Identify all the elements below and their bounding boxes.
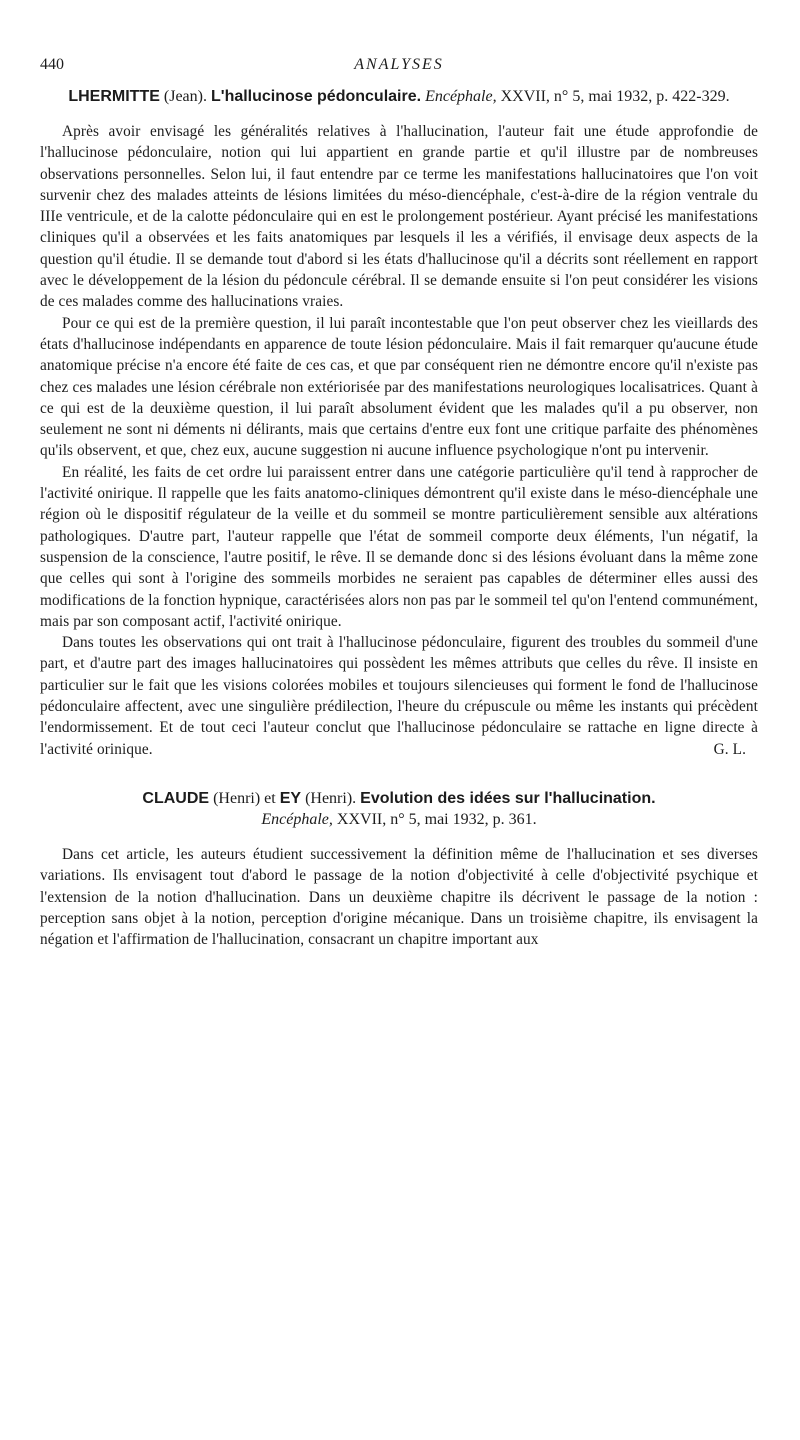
- citation: XXVII, n° 5, mai 1932, p. 422-329.: [500, 88, 730, 105]
- citation: XXVII, n° 5, mai 1932, p. 361.: [336, 810, 537, 828]
- review-entry: [40, 788, 758, 950]
- paragraph: Après avoir envisagé les généralités relatives à l'hallucination, l'auteur fait une étude approfondie de l'hallucinose pédonculaire, notion qui lui appartient en grande partie et qu'il illustre par de nombreuses observations personnelles. Selon lui, il faut entendre par ce terme les manifestations hallucinatoires que l'on voit survenir chez des malades atteints de lésions limitées du méso-diencéphale, c'est-à-dire de la région ventrale du IIIe ventricule, et de la calotte pédonculaire qui en est le prolongement postérieur. Ayant précisé les manifestations cliniques qu'il a observées et les faits anatomiques par lesquels il les a vérifiés, il envisage deux aspects de la question qu'il étudie. Il se demande tout d'abord si les états d'hallucinose qu'il a décrits sont réellement en rapport avec le développement de la lésion du pédoncule cérébral. Il se demande ensuite si l'on peut considérer les visions de ces malades comme des hallucinations vraies.: [40, 123, 758, 311]
- page-number: 440: [40, 56, 64, 73]
- journal-name: Encéphale,: [425, 88, 497, 105]
- author-first-name: (Henri): [213, 789, 261, 807]
- article-title: Evolution des idées sur l'hallucination.: [360, 789, 656, 807]
- second-author-first-name: (Henri).: [305, 789, 357, 807]
- running-title: ANALYSES: [354, 56, 444, 73]
- entry-heading: [40, 86, 758, 107]
- paragraph: Pour ce qui est de la première question, il lui paraît incontestable que l'on peut observer chez les vieillards des états d'hallucinose indépendants en apparence de toute lésion pédonculaire. Mais il fait remarquer qu'aucune étude anatomique précise n'a encore été faite de ces cas, et que par conséquent rien ne démontre encore qu'il n'existe pas chez ces malades une lésion cérébrale non extériorisée par des manifestations neurologiques localisatrices. Quant à ce qui est de la deuxième question, il lui paraît absolument évident que les malades qu'il a pu observer, non seulement ne sont ni déments ni délirants, mais que certains d'entre eux font une critique parfaite des phénomènes qu'ils observent, et que, chez eux, aucune suggestion ni aucune influence psychologique n'ont pu intervenir.: [40, 314, 758, 460]
- paragraph-text: Dans toutes les observations qui ont trait à l'hallucinose pédonculaire, figurent des troubles du sommeil d'une part, et d'autre part des images hallucinatoires qui possèdent les mêmes attributs que celles du rêve. Il insiste en particulier sur le fait que les visions colorées mobiles et toujours silencieuses qui forment le fond de l'hallucinose pédonculaire affectent, avec une singulière prédilection, l'heure du crépuscule ou même les instants qui précèdent l'endormissement. Et de tout ceci l'auteur conclut que l'hallucinose pédonculaire se rattache en ligne directe à l'activité orinique.: [40, 634, 758, 758]
- second-author-name: EY: [279, 789, 302, 807]
- running-head: [40, 56, 758, 86]
- page: [40, 56, 758, 950]
- author-name: CLAUDE: [142, 789, 210, 807]
- journal-name: Encéphale,: [261, 810, 333, 828]
- entry-heading: [40, 788, 758, 830]
- article-title: L'hallucinose pédonculaire.: [210, 88, 422, 105]
- author-first-name: (Jean).: [163, 88, 207, 105]
- review-entry: [40, 86, 758, 760]
- paragraph: Dans cet article, les auteurs étudient successivement la définition même de l'hallucination et ses diverses variations. Ils envisagent tout d'abord le passage de la notion d'objectivité à celle d'objectivité psychique et l'extension de la notion d'hallucination. Dans un deuxième chapitre ils décrivent le passage de la notion : perception sans objet à la notion, perception d'origine mécanique. Dans un troisième chapitre, ils envisagent la négation et l'affirmation de l'hallucination, consacrant un chapitre important aux: [40, 845, 758, 949]
- author-name: LHERMITTE: [68, 88, 160, 105]
- paragraph-last: [40, 632, 758, 760]
- author-conjunction: et: [264, 789, 276, 807]
- reviewer-signature: G. L.: [713, 740, 746, 758]
- paragraph: En réalité, les faits de cet ordre lui paraissent entrer dans une catégorie particulière qu'il tend à rapprocher de l'activité onirique. Il rappelle que les faits anatomo-cliniques démontrent qu'il existe dans le méso-diencéphale une région où le dispositif régulateur de la veille et du sommeil se montre particulièrement sensible aux altérations pathologiques. D'autre part, l'auteur rappelle que l'état de sommeil comporte deux éléments, l'un négatif, la suspension de la conscience, l'autre positif, le rêve. Il se demande donc si des lésions évoluant dans la même zone que celles qui sont à l'origine des sommeils morbides ne seraient pas capables de déterminer elles aussi des modifications de la fonction hypnique, caractérisées alors non pas par le sommeil tel qu'on l'entend communément, mais par son composant actif, l'activité onirique.: [40, 463, 758, 630]
